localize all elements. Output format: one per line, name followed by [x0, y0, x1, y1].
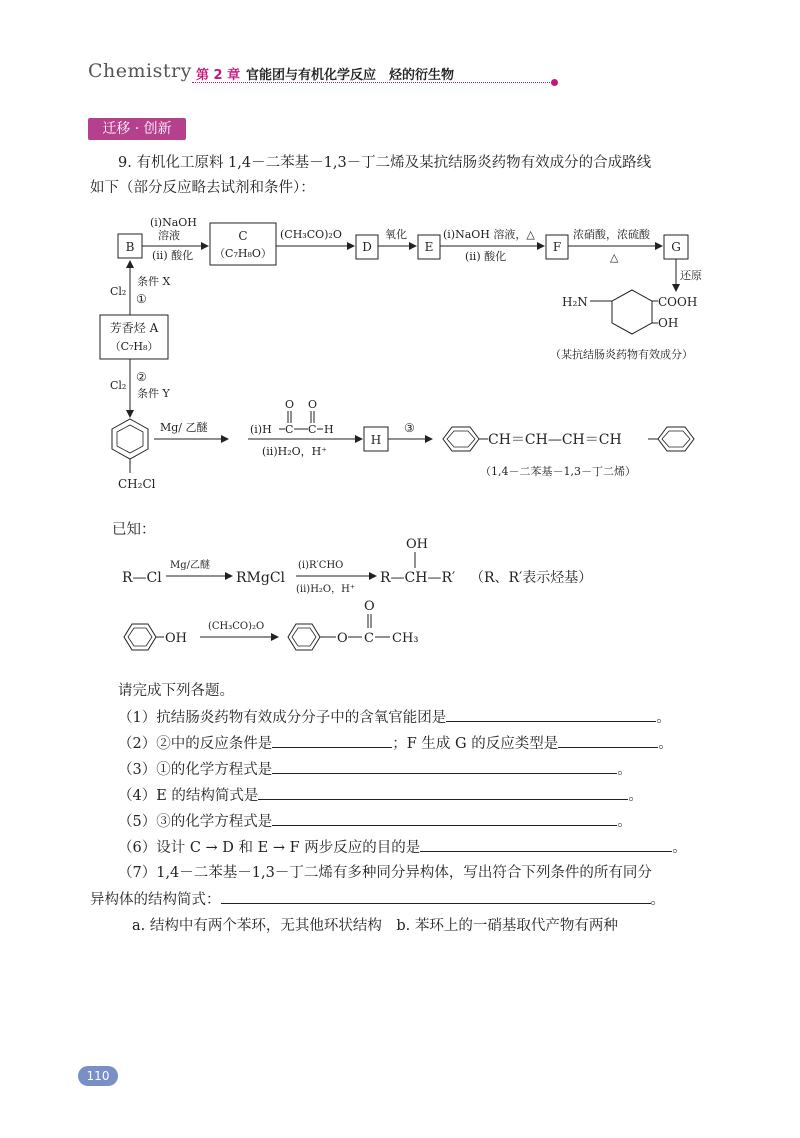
- task-7-conditions: a. 结构中有两个苯环，无其他环状结构 b. 苯环上的一硝基取代产物有两种: [132, 918, 618, 934]
- drug-carboxyl: COOH: [658, 295, 698, 309]
- label-c: C: [238, 229, 248, 243]
- step-2: ②: [136, 370, 147, 384]
- label-a-name: 芳香烃 A: [109, 321, 159, 335]
- known-oh-top: OH: [406, 537, 428, 552]
- question-intro-line2: 如下（部分反应略去试剂和条件）：: [90, 180, 315, 196]
- glyoxal-c1: C: [285, 423, 294, 436]
- glyoxal-o2: O: [308, 398, 318, 411]
- reagent-glyoxal-prefix: (i)H: [250, 423, 272, 436]
- page-number: 110: [78, 1066, 118, 1086]
- header-brand: Chemistry: [88, 60, 192, 82]
- reagent-cl2-b: Cl₂: [110, 379, 127, 392]
- label-d: D: [362, 240, 372, 254]
- answer-blank-7[interactable]: [221, 889, 651, 904]
- known-product: R—CH—R′: [380, 570, 456, 586]
- synthesis-scheme: [80, 205, 720, 505]
- known-mg-ether: Mg/乙醚: [170, 560, 211, 571]
- drug-benzene-ring: [612, 290, 652, 334]
- reagent-acidify-2: (ii) 酸化: [465, 250, 507, 263]
- answer-blank-2a[interactable]: [272, 733, 392, 748]
- label-c-formula: （C₇H₈O）: [214, 247, 272, 260]
- reagent-naoh: (i)NaOH: [150, 216, 197, 229]
- drug-caption: （某抗结肠炎药物有效成分）: [550, 348, 693, 361]
- tasks-lead: 请完成下列各题。: [118, 683, 234, 699]
- label-a-formula: （C₇H₈）: [109, 340, 159, 353]
- product-chain: CH＝CH—CH＝CH: [488, 432, 622, 448]
- task-7-line2: 异构体的结构简式： 。: [90, 889, 665, 910]
- known-r-cl: R—Cl: [122, 570, 162, 586]
- task-3: （3）①的化学方程式是 。: [118, 759, 632, 780]
- ester-o: O: [337, 631, 348, 646]
- known-rmgcl: RMgCl: [236, 570, 286, 586]
- reagent-condition-x: 条件 X: [137, 275, 171, 288]
- label-e: E: [424, 240, 434, 254]
- task-2: （2）②中的反应条件是 ；F 生成 G 的反应类型是 。: [118, 733, 673, 754]
- label-b: B: [125, 240, 135, 254]
- answer-blank-3[interactable]: [272, 759, 617, 774]
- drug-amine: H₂N: [562, 295, 588, 309]
- ester-c: C: [364, 631, 374, 646]
- ester-ch3: CH₃: [392, 631, 419, 646]
- header-title: 官能团与有机化学反应 烃的衍生物: [246, 68, 455, 83]
- task-5: （5）③的化学方程式是 。: [118, 811, 632, 832]
- answer-blank-2b[interactable]: [558, 733, 658, 748]
- task-6: （6）设计 C → D 和 E → F 两步反应的目的是 。: [118, 837, 687, 858]
- reagent-cl2-a: Cl₂: [110, 285, 127, 298]
- step-1: ①: [136, 292, 147, 306]
- step-3: ③: [404, 421, 415, 435]
- glyoxal-h: H: [324, 423, 334, 436]
- reagent-solution: 溶液: [158, 229, 180, 242]
- answer-blank-1[interactable]: [446, 707, 656, 722]
- header-dot-icon: [551, 79, 558, 86]
- answer-blank-6[interactable]: [420, 837, 672, 852]
- reagent-condition-y: 条件 Y: [137, 387, 170, 400]
- reagent-naoh-heat: (i)NaOH 溶液，△: [443, 228, 535, 241]
- reagent-h2o-h: (ii)H₂O，H⁺: [262, 445, 328, 458]
- reagent-acidify-1: (ii) 酸化: [152, 249, 194, 262]
- product-caption: （1,4－二苯基－1,3－丁二烯）: [480, 465, 636, 478]
- reagent-mg-ether: Mg/ 乙醚: [160, 421, 208, 434]
- phenol-oh: OH: [165, 631, 187, 646]
- known-label: 已知：: [112, 522, 156, 538]
- section-tag: 迁移 · 创新: [88, 118, 186, 140]
- answer-blank-5[interactable]: [272, 811, 617, 826]
- glyoxal-c2: C: [308, 423, 317, 436]
- reagent-reduction: 还原: [680, 269, 702, 282]
- running-header: [88, 60, 478, 84]
- known-reactions: [110, 530, 670, 670]
- known-h2o-h: (ii)H₂O，H⁺: [296, 584, 356, 595]
- header-rule: [192, 82, 554, 83]
- task-4: （4）E 的结构简式是 。: [118, 785, 643, 806]
- known-note: （R、R′表示烃基）: [470, 570, 593, 586]
- glyoxal-o1: O: [285, 398, 295, 411]
- reagent-nitration: 浓硝酸，浓硫酸: [573, 228, 650, 241]
- header-chapter: 第 2 章: [196, 68, 241, 83]
- task-7-line1: （7）1,4－二苯基－1,3－丁二烯有多种同分异构体，写出符合下列条件的所有同分: [118, 865, 652, 881]
- label-f: F: [552, 240, 562, 254]
- label-h: H: [370, 433, 382, 447]
- ester-carbonyl-o: O: [364, 599, 375, 614]
- reagent-oxidation: 氧化: [385, 228, 407, 241]
- known-rcho: (i)R′CHO: [298, 560, 344, 571]
- benzyl-ch2cl: CH₂Cl: [118, 477, 156, 491]
- answer-blank-4[interactable]: [258, 785, 628, 800]
- reagent-heat: △: [610, 251, 619, 264]
- known-ac2o: (CH₃CO)₂O: [208, 621, 265, 632]
- task-1: （1）抗结肠炎药物有效成分分子中的含氧官能团是 。: [118, 707, 671, 728]
- drug-hydroxyl: OH: [658, 316, 679, 330]
- reagent-ac2o: (CH₃CO)₂O: [280, 228, 342, 241]
- label-g: G: [671, 240, 681, 254]
- question-intro-line1: 9. 有机化工原料 1,4－二苯基－1,3－丁二烯及某抗结肠炎药物有效成分的合成路线: [118, 155, 652, 171]
